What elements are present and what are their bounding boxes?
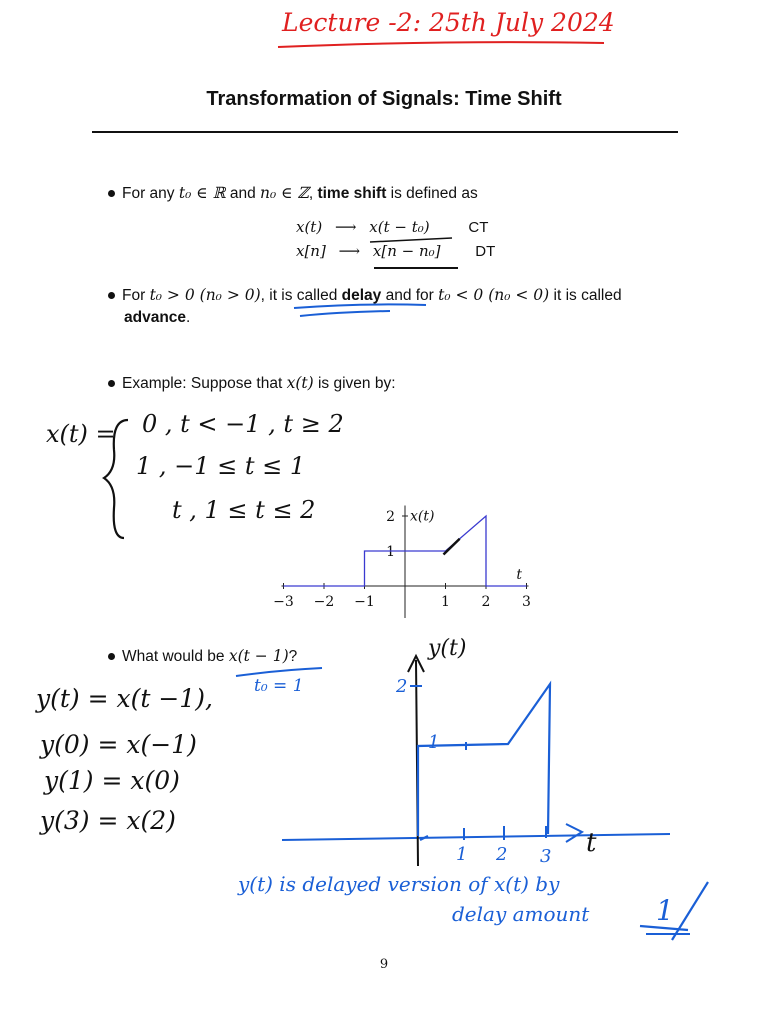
yt-xtick-1: 1 [456, 844, 468, 865]
yt-tick-2: 2 [396, 676, 408, 697]
yt-signal [418, 684, 550, 836]
work-line-1: y(t) = x(t −1), [36, 684, 213, 713]
xt-xtick-label: −1 [354, 594, 375, 610]
yt-xtick-3: 3 [540, 846, 552, 867]
yt-label: y(t) [428, 636, 467, 661]
work-line-2: y(0) = x(−1) [40, 730, 197, 759]
bullet-time-shift: For any t₀ ∈ ℝ and n₀ ∈ ℤ, time shift is defined as [108, 182, 478, 205]
xt-xtick-label: 2 [481, 594, 491, 610]
yt-xtick-2: 2 [496, 844, 508, 865]
piecewise-case-3: t , 1 ≤ t ≤ 2 [172, 496, 316, 524]
piecewise-case-1: 0 , t < −1 , t ≥ 2 [142, 410, 344, 438]
note-line-1: y(t) is delayed version of x(t) by [238, 872, 560, 896]
equation-dt: x[n] ⟶ x[n − n₀] DT [296, 242, 496, 260]
xt-xtick-label: 3 [522, 594, 531, 610]
xt-ytick-label: 1 [386, 544, 395, 560]
yt-tick-1: 1 [428, 732, 440, 753]
equation-ct: x(t) ⟶ x(t − t₀) CT [296, 218, 489, 236]
t0-note: t₀ = 1 [254, 676, 304, 696]
bullet-example: Example: Suppose that x(t) is given by: [108, 372, 396, 395]
note-line-2: delay amount [452, 902, 590, 926]
page-number: 9 [379, 957, 389, 972]
work-line-3: y(1) = x(0) [44, 766, 180, 795]
xt-ylabel: x(t) [410, 508, 435, 525]
yt-x-axis [282, 834, 670, 840]
lecture-header: Lecture -2: 25th July 2024 [282, 8, 615, 37]
xt-ytick-label: 2 [386, 509, 395, 525]
work-line-4: y(3) = x(2) [40, 806, 176, 835]
yt-ticks [410, 686, 546, 840]
piecewise-case-2: 1 , −1 ≤ t ≤ 1 [136, 452, 306, 480]
piecewise-lhs: x(t) = [46, 420, 116, 448]
xt-xlabel: t [516, 567, 523, 583]
bullet-delay-advance: For t₀ > 0 (n₀ > 0), it is called delay and for t₀ < 0 (n₀ < 0) it is called advance. [108, 284, 688, 329]
page-title: Transformation of Signals: Time Shift [206, 88, 562, 110]
yt-x-arrow [566, 824, 582, 842]
xt-xtick-label: 1 [441, 594, 450, 610]
yt-y-axis [408, 656, 424, 866]
yt-t-label: t [586, 828, 597, 858]
bullet-question: What would be x(t − 1)? [108, 645, 297, 668]
note-answer: 1 [656, 894, 674, 927]
xt-xtick-label: −2 [313, 594, 335, 610]
xt-xtick-label: −3 [273, 594, 294, 610]
